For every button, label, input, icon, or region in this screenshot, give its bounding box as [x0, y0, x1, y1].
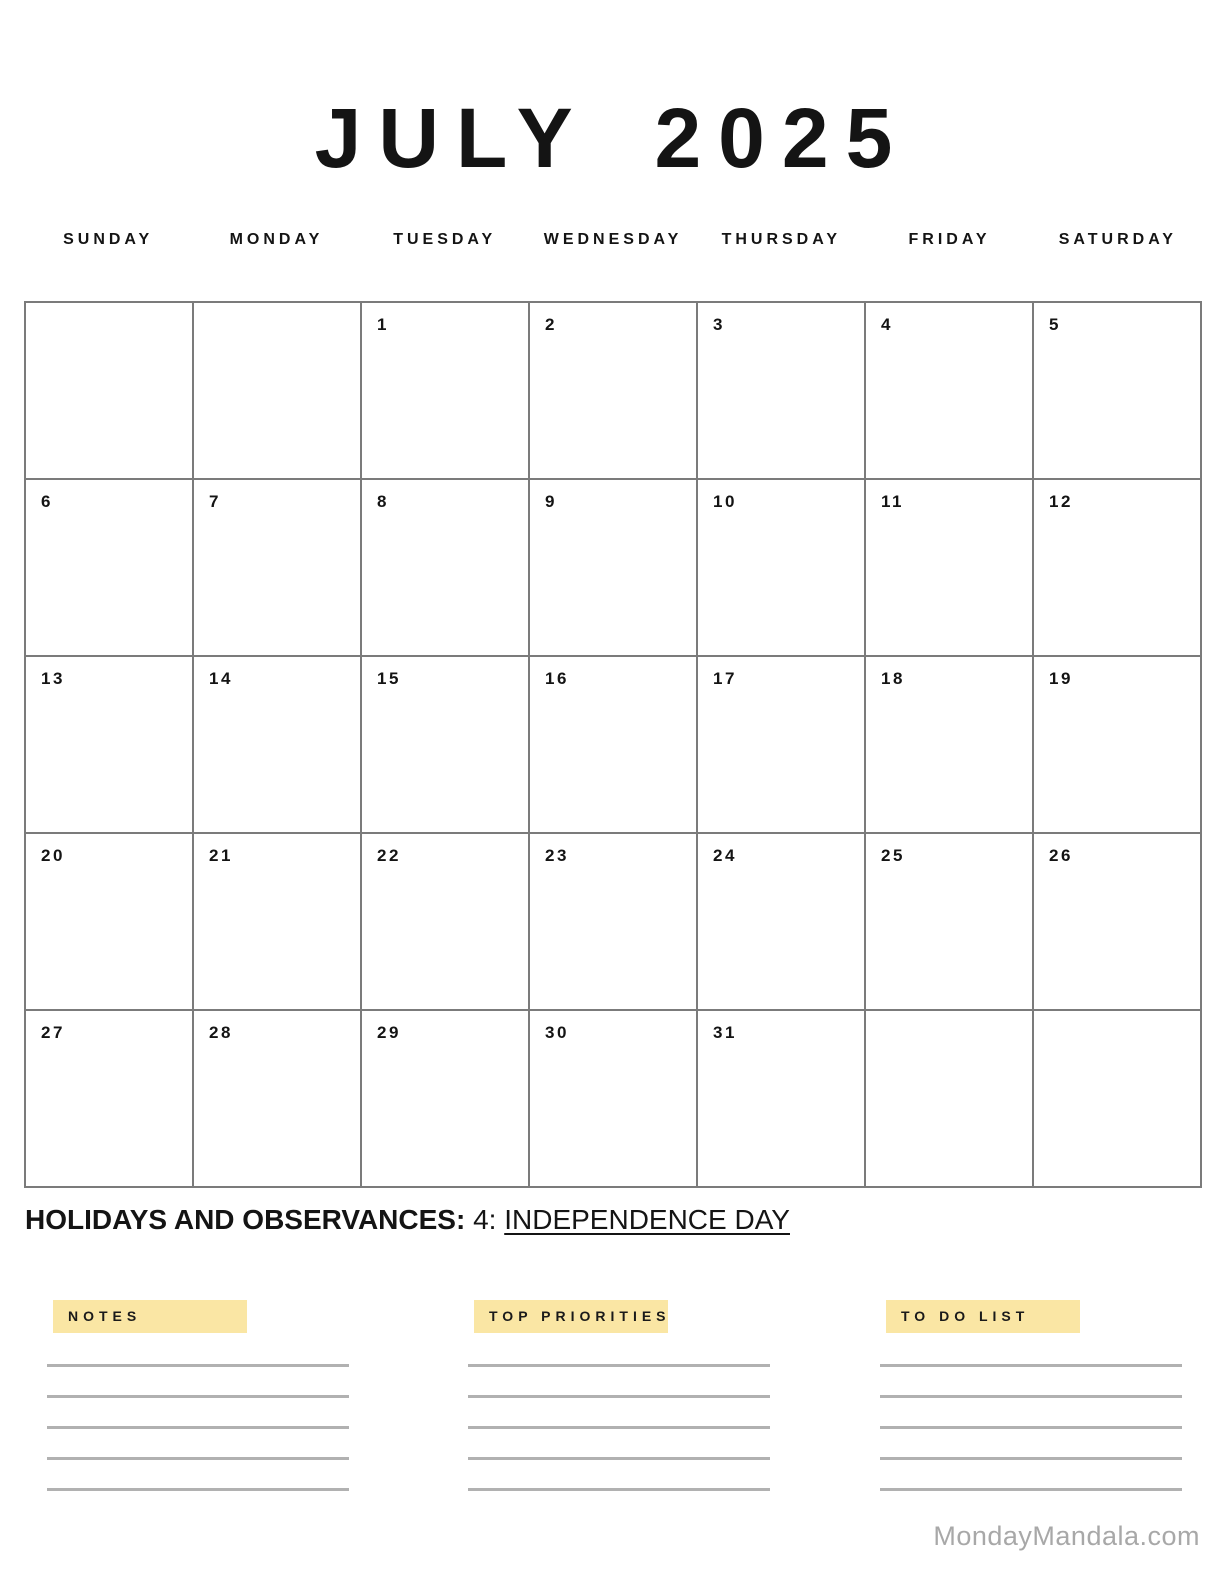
calendar-cell-day-20: 20 — [26, 834, 194, 1011]
calendar-cell-day-2: 2 — [530, 303, 698, 480]
weekday-label-friday: FRIDAY — [908, 231, 991, 248]
top-priorities-lines — [468, 1364, 770, 1491]
notes-label: NOTES — [53, 1300, 247, 1333]
writing-line — [47, 1364, 349, 1367]
calendar-cell-day-5: 5 — [1034, 303, 1202, 480]
weekday-label-thursday: THURSDAY — [721, 231, 841, 248]
calendar-cell-day-31: 31 — [698, 1011, 866, 1188]
holidays-line — [25, 1204, 790, 1236]
to-do-list-label: TO DO LIST — [886, 1300, 1080, 1333]
calendar-cell-empty — [866, 1011, 1034, 1188]
writing-line — [468, 1457, 770, 1460]
calendar-cell-day-10: 10 — [698, 480, 866, 657]
calendar-cell-day-22: 22 — [362, 834, 530, 1011]
weekday-label-wednesday: WEDNESDAY — [543, 231, 683, 248]
holidays-label: HOLIDAYS AND OBSERVANCES: — [25, 1204, 466, 1235]
calendar-cell-day-29: 29 — [362, 1011, 530, 1188]
calendar-grid — [24, 301, 1202, 1188]
weekday-label-sunday: SUNDAY — [63, 231, 154, 248]
writing-line — [880, 1364, 1182, 1367]
weekday-label-saturday: SATURDAY — [1058, 231, 1177, 248]
calendar-cell-day-15: 15 — [362, 657, 530, 834]
calendar-cell-day-13: 13 — [26, 657, 194, 834]
holiday-entry — [473, 1204, 790, 1235]
calendar-cell-day-11: 11 — [866, 480, 1034, 657]
calendar-cell-day-14: 14 — [194, 657, 362, 834]
writing-line — [47, 1488, 349, 1491]
writing-line — [880, 1395, 1182, 1398]
top-priorities-label: TOP PRIORITIES — [474, 1300, 668, 1333]
weekday-label-tuesday: TUESDAY — [393, 231, 497, 248]
calendar-cell-day-19: 19 — [1034, 657, 1202, 834]
calendar-cell-day-1: 1 — [362, 303, 530, 480]
calendar-cell-day-25: 25 — [866, 834, 1034, 1011]
calendar-cell-day-4: 4 — [866, 303, 1034, 480]
to-do-list-lines — [880, 1364, 1182, 1491]
weekday-header-row — [24, 231, 1202, 249]
calendar-cell-empty — [26, 303, 194, 480]
writing-line — [47, 1395, 349, 1398]
calendar-cell-day-9: 9 — [530, 480, 698, 657]
writing-line — [468, 1395, 770, 1398]
writing-line — [468, 1488, 770, 1491]
writing-line — [47, 1426, 349, 1429]
calendar-cell-day-6: 6 — [26, 480, 194, 657]
holiday-entry-name: INDEPENDENCE DAY — [504, 1204, 790, 1235]
writing-line — [468, 1426, 770, 1429]
to-do-list-section — [880, 1300, 1182, 1519]
top-priorities-section — [468, 1300, 770, 1519]
calendar-cell-empty — [194, 303, 362, 480]
calendar-cell-day-24: 24 — [698, 834, 866, 1011]
calendar-cell-day-17: 17 — [698, 657, 866, 834]
calendar-cell-day-7: 7 — [194, 480, 362, 657]
calendar-cell-day-30: 30 — [530, 1011, 698, 1188]
writing-line — [880, 1426, 1182, 1429]
calendar-cell-day-8: 8 — [362, 480, 530, 657]
writing-line — [47, 1457, 349, 1460]
calendar-cell-day-3: 3 — [698, 303, 866, 480]
calendar-cell-empty — [1034, 1011, 1202, 1188]
writing-line — [880, 1488, 1182, 1491]
calendar-cell-day-21: 21 — [194, 834, 362, 1011]
calendar-cell-day-27: 27 — [26, 1011, 194, 1188]
calendar-cell-day-12: 12 — [1034, 480, 1202, 657]
calendar-cell-day-26: 26 — [1034, 834, 1202, 1011]
site-credit: MondayMandala.com — [933, 1521, 1200, 1551]
weekday-label-monday: MONDAY — [229, 231, 324, 248]
notes-lines — [47, 1364, 349, 1491]
calendar-cell-day-16: 16 — [530, 657, 698, 834]
page-title: JULY 2025 — [314, 91, 910, 185]
calendar-cell-day-23: 23 — [530, 834, 698, 1011]
notes-section — [47, 1300, 349, 1519]
calendar-cell-day-28: 28 — [194, 1011, 362, 1188]
holiday-entry-day: 4: — [473, 1204, 497, 1235]
calendar-cell-day-18: 18 — [866, 657, 1034, 834]
writing-line — [468, 1364, 770, 1367]
writing-line — [880, 1457, 1182, 1460]
